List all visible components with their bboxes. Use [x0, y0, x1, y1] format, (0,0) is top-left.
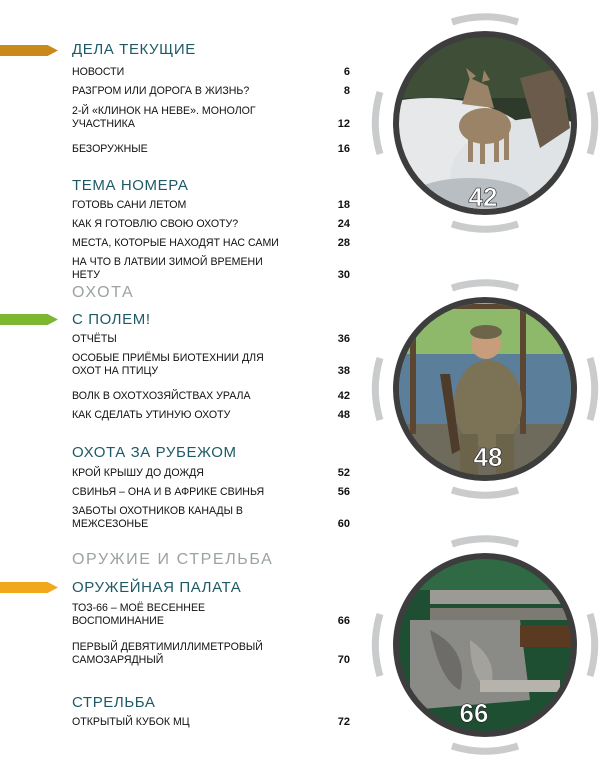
page-number: 72 — [337, 716, 350, 728]
section-hunting: ОХОТА — [72, 284, 135, 301]
toc-item[interactable]: ПЕРВЫЙ ДЕВЯТИМИЛЛИМЕТРОВЫЙ САМОЗАРЯДНЫЙ 70 — [72, 641, 350, 666]
toc-item[interactable]: ВОЛК В ОХОТХОЗЯЙСТВАХ УРАЛА 42 — [72, 390, 350, 402]
photo-shotgun[interactable] — [370, 530, 600, 760]
page-number: 18 — [337, 199, 350, 211]
toc-item[interactable]: ОТКРЫТЫЙ КУБОК МЦ 72 — [72, 716, 350, 728]
toc-item[interactable]: ГОТОВЬ САНИ ЛЕТОМ 18 — [72, 199, 350, 211]
heading-armory: ОРУЖЕЙНАЯ ПАЛАТА — [72, 579, 242, 596]
page-number: 56 — [337, 486, 350, 498]
toc-item[interactable]: БЕЗОРУЖНЫЕ 16 — [72, 143, 350, 155]
toc-item[interactable]: ОСОБЫЕ ПРИЁМЫ БИОТЕХНИИ ДЛЯ ОХОТ НА ПТИЦУ 38 — [72, 352, 350, 377]
accent-arrow-green — [0, 314, 58, 325]
toc-item[interactable]: КРОЙ КРЫШУ ДО ДОЖДЯ 52 — [72, 467, 350, 479]
page-number: 38 — [337, 365, 350, 377]
toc-item[interactable]: ТОЗ-66 – МОЁ ВЕСЕННЕЕ ВОСПОМИНАНИЕ 66 — [72, 602, 350, 627]
heading-shooting: СТРЕЛЬБА — [72, 694, 156, 711]
page-number: 6 — [343, 66, 350, 78]
heading-hunting-abroad: ОХОТА ЗА РУБЕЖОМ — [72, 444, 237, 461]
toc-item[interactable]: 2-Й «КЛИНОК НА НЕВЕ». МОНОЛОГ УЧАСТНИКА 12 — [72, 105, 350, 130]
page-number: 66 — [337, 615, 350, 627]
photo-wolf[interactable] — [370, 8, 600, 238]
heading-current-affairs: ДЕЛА ТЕКУЩИЕ — [72, 41, 196, 58]
page-number: 36 — [337, 333, 350, 345]
toc-item[interactable]: СВИНЬЯ – ОНА И В АФРИКЕ СВИНЬЯ 56 — [72, 486, 350, 498]
heading-issue-theme: ТЕМА НОМЕРА — [72, 177, 189, 194]
toc-item[interactable]: НА ЧТО В ЛАТВИИ ЗИМОЙ ВРЕМЕНИ НЕТУ 30 — [72, 256, 350, 281]
page-badge: 48 — [473, 442, 503, 472]
page-badge: 66 — [459, 698, 489, 728]
page-badge: 42 — [468, 182, 498, 212]
toc-item[interactable]: НОВОСТИ 6 — [72, 66, 350, 78]
toc-item[interactable]: ОТЧЁТЫ 36 — [72, 333, 350, 345]
page-number: 28 — [337, 237, 350, 249]
accent-arrow-yellow — [0, 582, 58, 593]
page-number: 60 — [337, 518, 350, 530]
toc-item[interactable]: КАК СДЕЛАТЬ УТИНУЮ ОХОТУ 48 — [72, 409, 350, 421]
page-number: 16 — [337, 143, 350, 155]
accent-arrow-orange — [0, 45, 58, 56]
heading-field-reports: С ПОЛЕМ! — [72, 311, 151, 328]
section-weapons-shooting: ОРУЖИЕ И СТРЕЛЬБА — [72, 551, 274, 568]
page-number: 8 — [343, 85, 350, 97]
page-number: 42 — [337, 390, 350, 402]
page-number: 30 — [337, 269, 350, 281]
toc-item[interactable]: РАЗГРОМ ИЛИ ДОРОГА В ЖИЗНЬ? 8 — [72, 85, 350, 97]
photo-hunter[interactable] — [370, 274, 600, 504]
page-number: 24 — [337, 218, 350, 230]
toc-item[interactable]: ЗАБОТЫ ОХОТНИКОВ КАНАДЫ В МЕЖСЕЗОНЬЕ 60 — [72, 505, 350, 530]
page-number: 48 — [337, 409, 350, 421]
page-number: 70 — [337, 654, 350, 666]
page-number: 12 — [337, 118, 350, 130]
toc-item[interactable]: КАК Я ГОТОВЛЮ СВОЮ ОХОТУ? 24 — [72, 218, 350, 230]
page-number: 52 — [337, 467, 350, 479]
toc-item[interactable]: МЕСТА, КОТОРЫЕ НАХОДЯТ НАС САМИ 28 — [72, 237, 350, 249]
